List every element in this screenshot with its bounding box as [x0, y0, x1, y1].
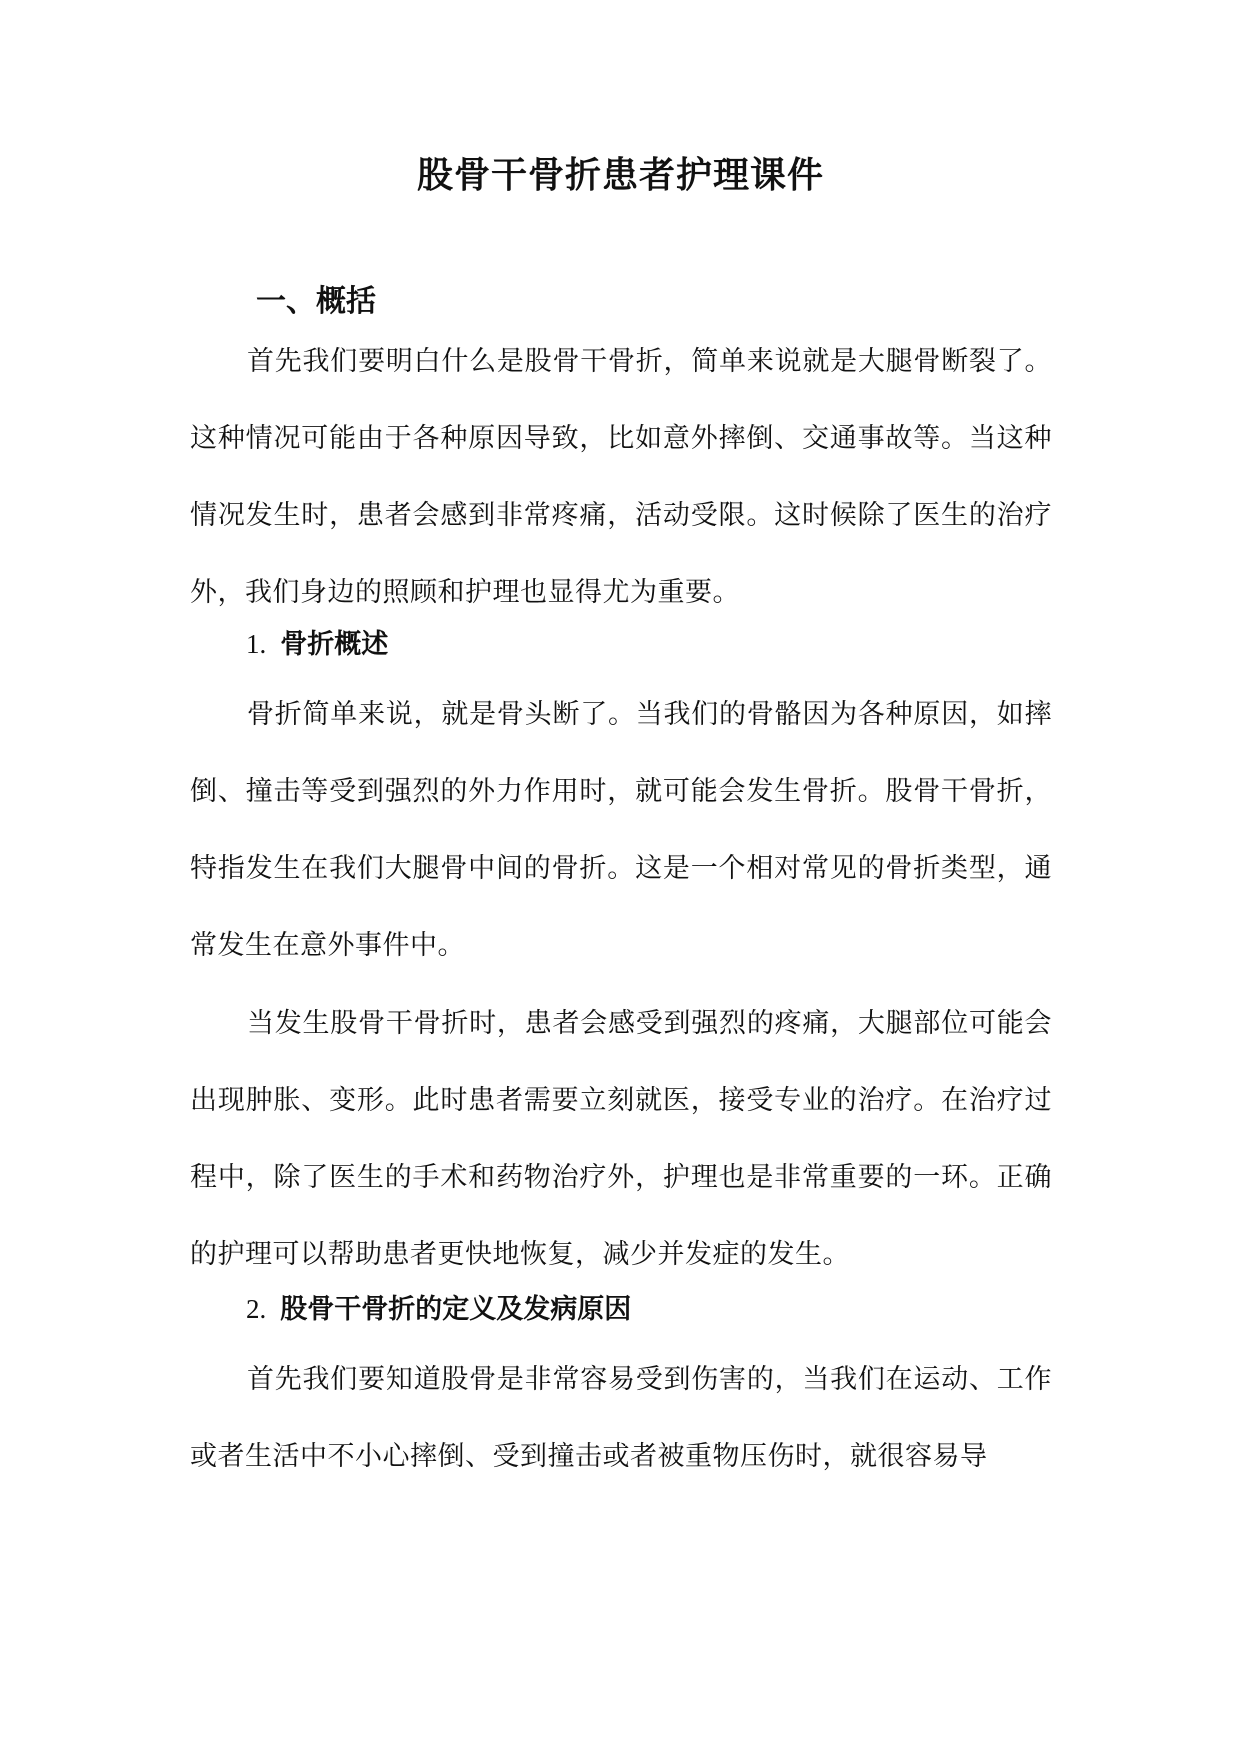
subsection-number: 2.: [246, 1294, 267, 1324]
section-heading-overview: 一、概括: [256, 284, 376, 319]
document-title: 股骨干骨折患者护理课件: [416, 154, 824, 196]
subsection-title: 骨折概述: [280, 629, 389, 660]
fracture-overview-paragraph-2: 当发生股骨干骨折时，患者会感受到强烈的疼痛，大腿部位可能会出现肿胀、变形。此时患者需要立刻就医，接受专业的治疗。在治疗过程中，除了医生的手术和药物治疗外，护理也是非常重要的一环。正确的护理可以帮助患者更快地恢复，减少并发症的发生。: [190, 1008, 1052, 1270]
subsection-heading-fracture-overview: [246, 624, 388, 665]
fracture-overview-paragraph-1: 骨折简单来说，就是骨头断了。当我们的骨骼因为各种原因，如摔倒、撞击等受到强烈的外力作用时，就可能会发生骨折。股骨干骨折，特指发生在我们大腿骨中间的骨折。这是一个相对常见的骨折类型，通常发生在意外事件中。: [190, 699, 1052, 961]
subsection-heading-definition-causes: [246, 1289, 631, 1330]
overview-paragraph: 首先我们要明白什么是股骨干骨折，简单来说就是大腿骨断裂了。这种情况可能由于各种原因导致，比如意外摔倒、交通事故等。当这种情况发生时，患者会感到非常疼痛，活动受限。这时候除了医生的治疗外，我们身边的照顾和护理也显得尤为重要。: [190, 346, 1052, 608]
subsection-title: 股骨干骨折的定义及发病原因: [280, 1294, 632, 1325]
definition-causes-paragraph: 首先我们要知道股骨是非常容易受到伤害的，当我们在运动、工作或者生活中不小心摔倒、受到撞击或者被重物压伤时，就很容易导: [190, 1364, 1052, 1472]
subsection-number: 1.: [246, 629, 267, 659]
